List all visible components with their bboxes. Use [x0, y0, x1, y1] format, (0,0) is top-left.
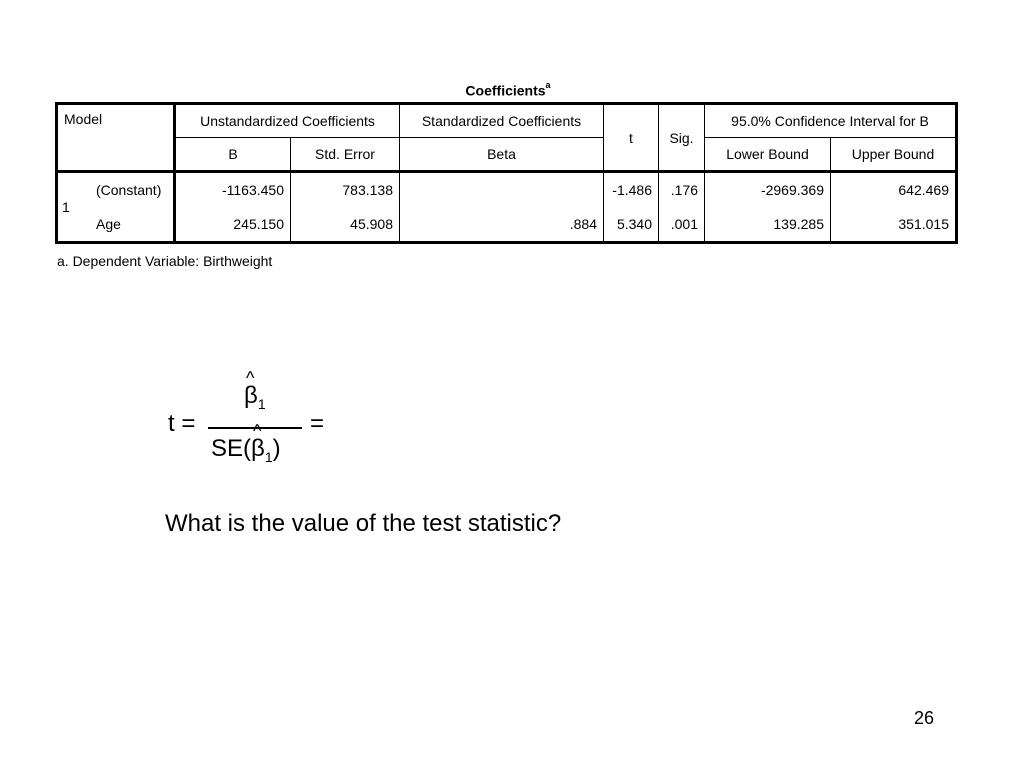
- cell-sig: .001: [659, 207, 705, 243]
- header-sig: Sig.: [659, 104, 705, 172]
- table-title: [0, 82, 1016, 99]
- denominator-suffix: ): [272, 435, 281, 462]
- formula-subscript: 1: [264, 448, 273, 465]
- table-row: [57, 207, 957, 243]
- formula-rhs: =: [310, 410, 325, 437]
- header-model: Model: [57, 104, 175, 172]
- cell-upper-bound: 642.469: [831, 172, 957, 208]
- coefficients-table: [55, 102, 958, 244]
- model-number: 1: [62, 199, 70, 215]
- page-number: 26: [914, 708, 935, 728]
- header-unstandardized: Unstandardized Coefficients: [175, 104, 400, 138]
- table-title-text: Coefficients: [465, 82, 546, 99]
- row-name: (Constant): [96, 182, 162, 198]
- denominator-prefix: SE(: [211, 435, 252, 462]
- header-b: B: [175, 138, 291, 172]
- row-name: Age: [96, 216, 121, 232]
- table-footnote: a. Dependent Variable: Birthweight: [57, 253, 273, 269]
- cell-lower-bound: 139.285: [705, 207, 831, 243]
- table-header-row-1: [57, 104, 957, 138]
- cell-lower-bound: -2969.369: [705, 172, 831, 208]
- cell-sig: .176: [659, 172, 705, 208]
- question-text: What is the value of the test statistic?: [165, 510, 562, 537]
- cell-std-error: 783.138: [291, 172, 400, 208]
- table-header-row-2: [57, 138, 957, 172]
- header-beta: Beta: [400, 138, 604, 172]
- header-lower-bound: Lower Bound: [705, 138, 831, 172]
- cell-upper-bound: 351.015: [831, 207, 957, 243]
- table-title-note: a: [545, 80, 551, 90]
- table-row: [57, 172, 957, 208]
- beta-hat-symbol: ^ β: [251, 435, 265, 463]
- cell-beta: [400, 172, 604, 208]
- cell-b: 245.150: [175, 207, 291, 243]
- beta-hat-symbol: ^ β: [244, 382, 258, 410]
- cell-t: 5.340: [604, 207, 659, 243]
- formula-subscript: 1: [257, 395, 266, 412]
- header-standardized: Standardized Coefficients: [400, 104, 604, 138]
- t-statistic-formula: [168, 380, 338, 480]
- header-ci: 95.0% Confidence Interval for B: [705, 104, 957, 138]
- cell-b: -1163.450: [175, 172, 291, 208]
- cell-beta: .884: [400, 207, 604, 243]
- formula-denominator: [211, 435, 281, 465]
- formula-lhs: t =: [168, 410, 196, 437]
- formula-numerator: [244, 382, 266, 412]
- cell-std-error: 45.908: [291, 207, 400, 243]
- cell-t: -1.486: [604, 172, 659, 208]
- header-std-error: Std. Error: [291, 138, 400, 172]
- header-t: t: [604, 104, 659, 172]
- header-upper-bound: Upper Bound: [831, 138, 957, 172]
